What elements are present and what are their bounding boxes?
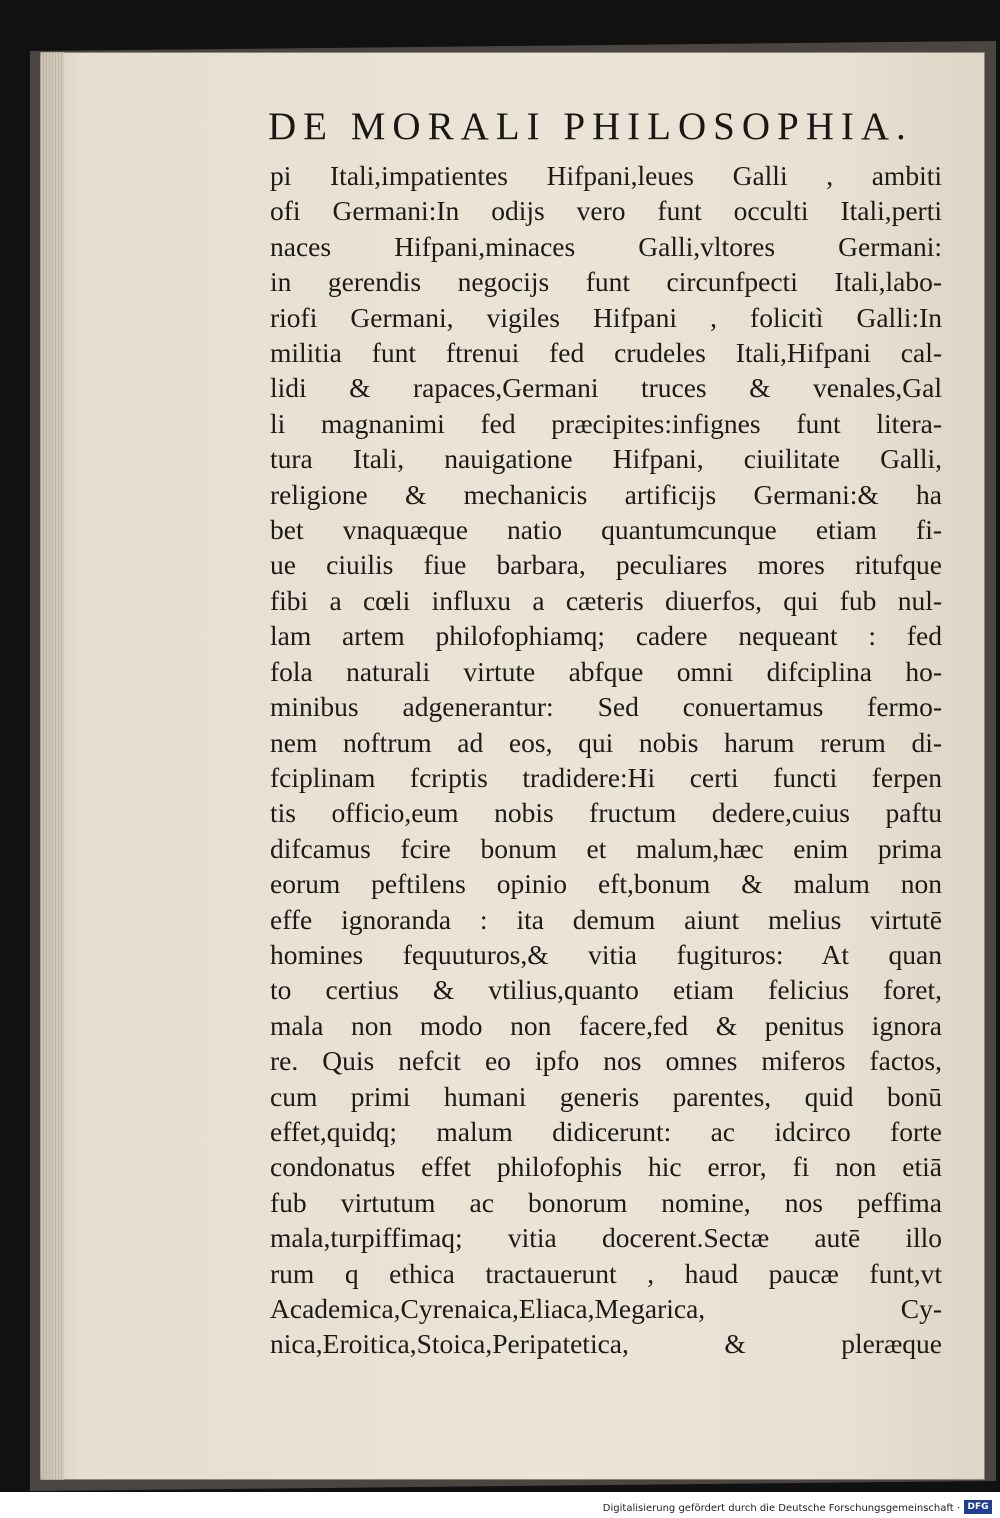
- dfg-logo-icon: DFG: [964, 1500, 992, 1514]
- text-line: riofi Germani, vigiles Hifpani , folicitì Galli:In: [270, 301, 942, 333]
- text-line: to certius & vtilius,quanto etiam felicius foret,: [270, 974, 942, 1006]
- text-line: nica,Eroitica,Stoica,Peripatetica, & pleræque: [270, 1328, 942, 1360]
- text-line: naces Hifpani,minaces Galli,vltores Germani:: [270, 230, 942, 262]
- text-line: Academica,Cyrenaica,Eliaca,Megarica, Cy-: [270, 1293, 942, 1324]
- body-text: [270, 158, 942, 1362]
- text-line: effe ignoranda : ita demum aiunt melius virtutē: [270, 903, 942, 935]
- text-line: minibus adgenerantur: Sed conuertamus fermo-: [270, 691, 942, 723]
- text-line: fola naturali virtute abfque omni difciplina ho-: [270, 655, 942, 687]
- page-gutter: [40, 52, 64, 1480]
- text-line: eorum peftilens opinio eft,bonum & malum non: [270, 868, 942, 900]
- footer-credit: Digitalisierung gefördert durch die Deutsche Forschungsgemeinschaft ·: [602, 1503, 960, 1514]
- text-line: lam artem philofophiamq; cadere nequeant : fed: [270, 620, 942, 652]
- text-line: mala,turpiffimaq; vitia docerent.Sectæ autē illo: [270, 1222, 942, 1254]
- text-line: pi Itali,impatientes Hifpani,leues Galli , ambiti: [270, 160, 942, 191]
- text-line: difcamus fcire bonum et malum,hæc enim prima: [270, 832, 942, 864]
- running-header: DE MORALI PHILOSOPHIA.: [268, 105, 913, 148]
- text-line: effet,quidq; malum didicerunt: ac idcirco forte: [270, 1115, 942, 1147]
- text-line: tis officio,eum nobis fructum dedere,cuius paftu: [270, 797, 942, 829]
- text-line: rum q ethica tractauerunt , haud paucæ funt,vt: [270, 1257, 942, 1289]
- text-line: mala non modo non facere,fed & penitus ignora: [270, 1009, 942, 1041]
- text-line: fciplinam fcriptis tradidere:Hi certi functi ferpen: [270, 761, 942, 793]
- text-line: cum primi humani generis parentes, quid bonū: [270, 1080, 942, 1112]
- text-line: condonatus effet philofophis hic error, fi non etiā: [270, 1151, 942, 1183]
- text-line: bet vnaquæque natio quantumcunque etiam fi-: [270, 514, 942, 546]
- text-line: li magnanimi fed præcipites:infignes funt litera-: [270, 407, 942, 439]
- text-line: ue ciuilis fiue barbara, peculiares mores ritufque: [270, 549, 942, 581]
- text-line: homines fequuturos,& vitia fugituros: At quan: [270, 938, 942, 970]
- text-line: lidi & rapaces,Germani truces & venales,Gal: [270, 372, 942, 404]
- text-line: nem noftrum ad eos, qui nobis harum rerum di-: [270, 726, 942, 758]
- text-line: fibi a cœli influxu a cæteris diuerfos, qui fub nul-: [270, 584, 942, 616]
- text-line: religione & mechanicis artificijs Germani:& ha: [270, 478, 942, 510]
- text-line: in gerendis negocijs funt circunfpecti Itali,labo-: [270, 266, 942, 298]
- text-line: re. Quis nefcit eo ipfo nos omnes miferos factos,: [270, 1045, 942, 1077]
- text-line: militia funt ftrenui fed crudeles Itali,Hifpani cal-: [270, 337, 942, 369]
- text-line: tura Itali, nauigatione Hifpani, ciuilitate Galli,: [270, 443, 942, 475]
- text-line: ofi Germani:In odijs vero funt occulti Itali,perti: [270, 195, 942, 227]
- text-line: fub virtutum ac bonorum nomine, nos peffima: [270, 1186, 942, 1218]
